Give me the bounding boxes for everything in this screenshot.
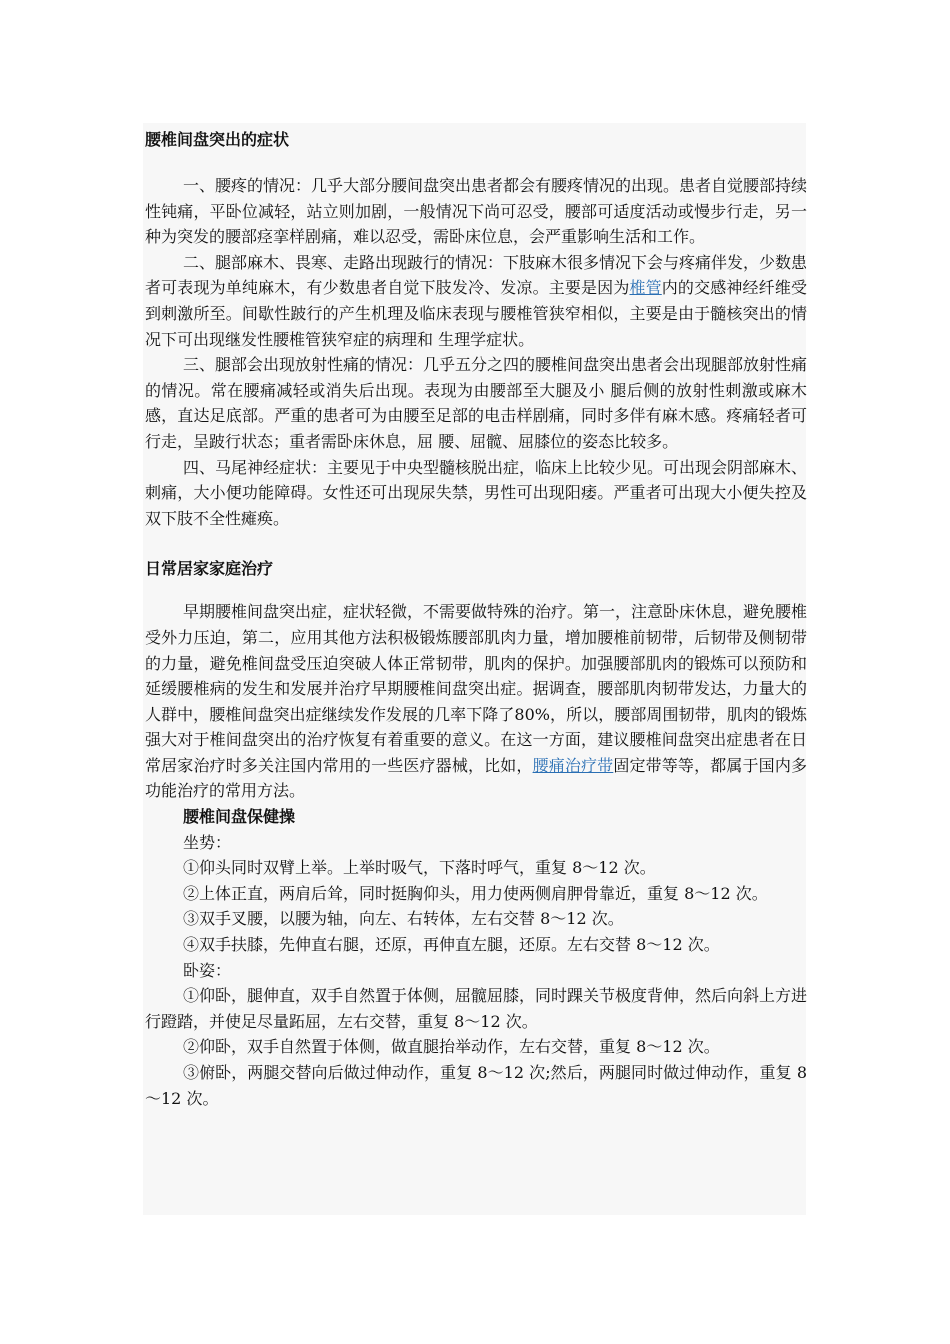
link-back-pain-belt[interactable]: 腰痛治疗带 <box>532 755 614 775</box>
paragraph-treatment: 早期腰椎间盘突出症，症状轻微，不需要做特殊的治疗。第一，注意卧床休息，避免腰椎受外力压迫，第二，应用其他方法积极锻炼腰部肌肉力量，增加腰椎前韧带，后韧带及侧韧带的力量，避免椎间盘受压迫突破人体正常韧带，肌肉的保护。加强腰部肌肉的锻炼可以预防和延缓腰椎病的发生和发展并治疗早期腰椎间盘突出症。据调查，腰部肌肉韧带发达，力量大的人群中，腰椎间盘突出症继续发作发展的几率下降了80%，所以，腰部周围韧带，肌肉的锻炼强大对于椎间盘突出的治疗恢复有着重要的意义。在这一方面，建议腰椎间盘突出症患者在日常居家治疗时多关注国内常用的一些医疗器械，比如，腰痛治疗带固定带等等，都属于国内多功能治疗的常用方法。 <box>145 602 808 801</box>
exercise-sitting-4: ④双手扶膝，先伸直右腿，还原，再伸直左腿，还原。左右交替 8～12 次。 <box>183 935 720 955</box>
subheading-exercises: 腰椎间盘保健操 <box>183 807 296 827</box>
label-lying: 卧姿： <box>183 960 232 980</box>
label-sitting: 坐势： <box>183 832 232 852</box>
link-spinal-canal[interactable]: 椎管 <box>629 278 662 298</box>
paragraph-symptom-3: 三、腿部会出现放射性痛的情况：几乎五分之四的腰椎间盘突出患者会出现腿部放射性痛的情况。常在腰痛减轻或消失后出现。表现为由腰部至大腿及小 腿后侧的放射性刺激或麻木感，直达足底部。严重的患者可为由腰至足部的电击样剧痛，同时多伴有麻木感。疼痛轻者可行走，呈跛行状态；重者需卧床休息，屈 腰、屈髋、屈膝位的姿态比较多。 <box>145 355 808 451</box>
paragraph-symptom-1: 一、腰疼的情况：几乎大部分腰间盘突出患者都会有腰疼情况的出现。患者自觉腰部持续性钝痛，平卧位减轻，站立则加剧，一般情况下尚可忍受，腰部可适度活动或慢步行走，另一种为突发的腰部痉挛样剧痛，难以忍受，需卧床位息，会严重影响生活和工作。 <box>145 176 808 247</box>
exercise-lying-3: ③俯卧，两腿交替向后做过伸动作，重复 8～12 次;然后，两腿同时做过伸动作，重复 8～12 次。 <box>145 1063 807 1108</box>
paragraph-symptom-2: 二、腿部麻木、畏寒、走路出现跛行的情况：下肢麻木很多情况下会与疼痛伴发，少数患者可表现为单纯麻木，有少数患者自觉下肢发冷、发凉。主要是因为椎管内的交感神经纤维受到刺激所至。间歇性跛行的产生机理及临床表现与腰椎管狭窄相似，主要是由于髓核突出的情况下可出现继发性腰椎管狭窄症的病理和 生理学症状。 <box>145 252 808 349</box>
exercise-sitting-1: ①仰头同时双臂上举。上举时吸气，下落时呼气，重复 8～12 次。 <box>183 858 656 878</box>
exercise-lying-2: ②仰卧，双手自然置于体侧，做直腿抬举动作，左右交替，重复 8～12 次。 <box>183 1037 720 1057</box>
exercise-lying-1: ①仰卧，腿伸直，双手自然置于体侧，屈髋屈膝，同时踝关节极度背伸，然后向斜上方进行蹬踏，并使足尽量跖屈，左右交替，重复 8～12 次。 <box>145 986 808 1031</box>
paragraph-symptom-4: 四、马尾神经症状：主要见于中央型髓核脱出症，临床上比较少见。可出现会阴部麻木、刺痛，大小便功能障碍。女性还可出现尿失禁，男性可出现阳痿。严重者可出现大小便失控及双下肢不全性瘫痪。 <box>145 457 808 528</box>
section-title-home-treatment: 日常居家家庭治疗 <box>145 559 274 579</box>
exercise-sitting-3: ③双手叉腰，以腰为轴，向左、右转体，左右交替 8～12 次。 <box>183 909 624 929</box>
exercise-sitting-2: ②上体正直，两肩后耸，同时挺胸仰头，用力使两侧肩胛骨靠近，重复 8～12 次。 <box>183 883 768 903</box>
section-title-symptoms: 腰椎间盘突出的症状 <box>145 130 290 149</box>
document-content <box>145 120 807 1111</box>
